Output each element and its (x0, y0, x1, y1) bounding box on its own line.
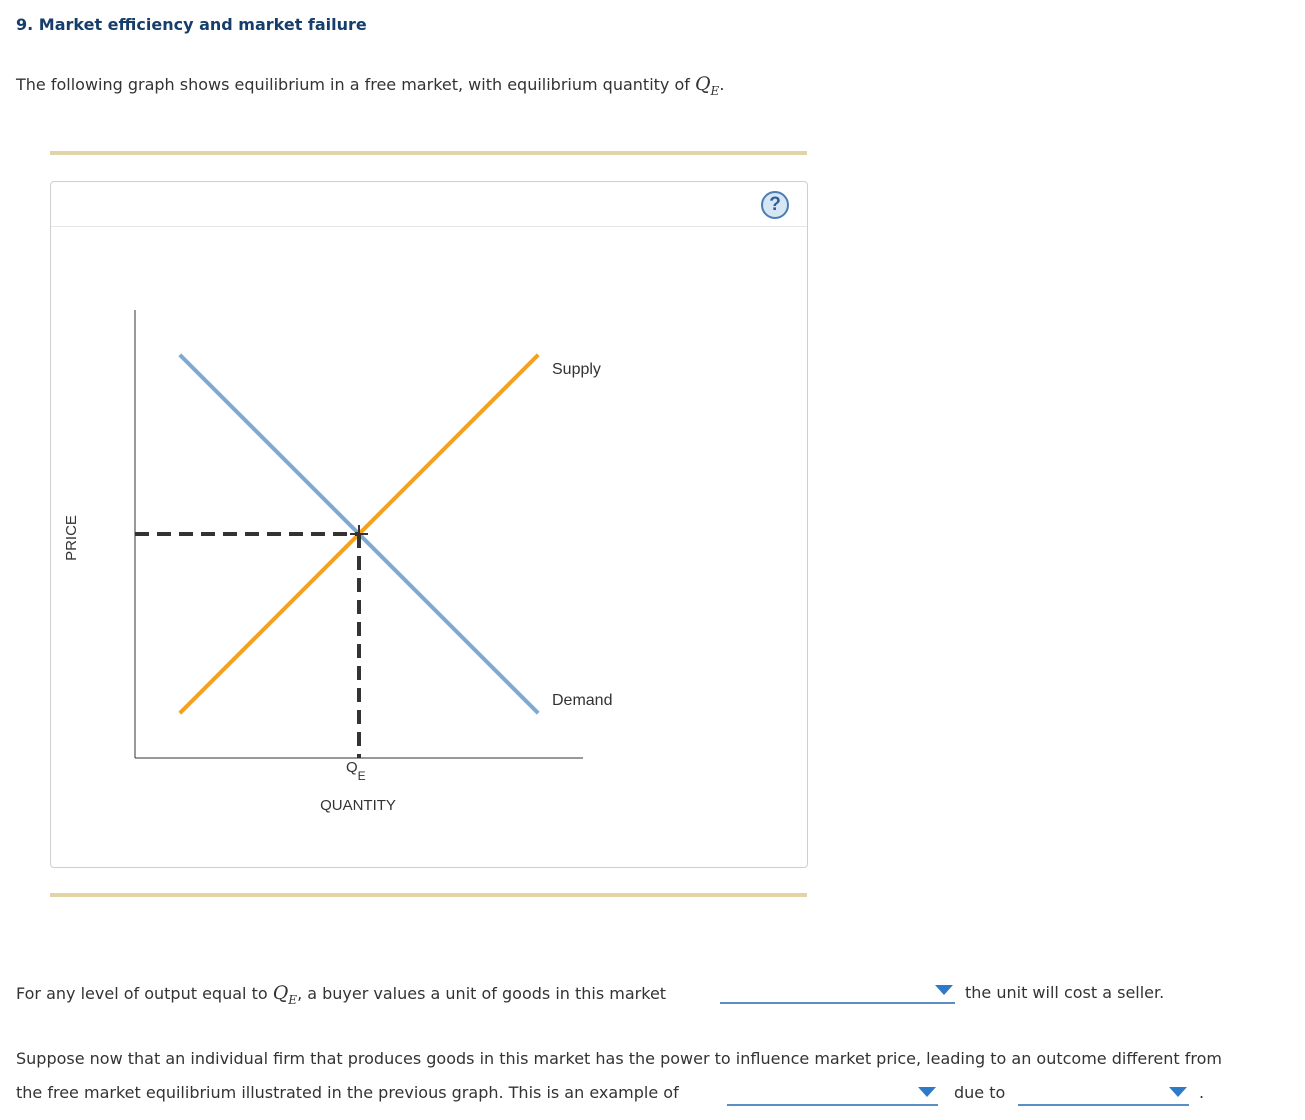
q1-value-dropdown[interactable] (720, 980, 955, 1004)
top-divider (50, 151, 807, 155)
supply-demand-graph (51, 182, 807, 867)
question-title: 9. Market efficiency and market failure (16, 15, 367, 34)
supply-label: Supply (552, 361, 601, 378)
chevron-down-icon (918, 1087, 936, 1097)
q2-market-failure-dropdown[interactable] (727, 1082, 938, 1106)
q2-line1: Suppose now that an individual firm that produces goods in this market has the power to influence market price, leading to an outcome different from (16, 1049, 1223, 1068)
intro-suffix: . (719, 75, 725, 94)
q1-math-var: $Q_E$ (272, 982, 298, 1007)
q1-text: For any level of output equal to $Q_E$, a buyer values a unit of goods in this market (16, 982, 667, 1007)
bottom-divider (50, 893, 807, 897)
y-axis-label: PRICE (63, 515, 80, 561)
intro-text (16, 73, 724, 98)
q1-suffix: the unit will cost a seller. (965, 983, 1165, 1002)
qe-tick-label: $Q_E$ (346, 759, 366, 783)
q2-line2: the free market equilibrium illustrated in the previous graph. This is an example of (16, 1083, 679, 1102)
x-axis-label: QUANTITY (320, 797, 396, 814)
q2-cause-dropdown[interactable] (1018, 1082, 1189, 1106)
q2-end: . (1199, 1083, 1205, 1102)
chevron-down-icon (1169, 1087, 1187, 1097)
demand-label: Demand (552, 692, 613, 709)
graph-panel (50, 181, 808, 868)
q2-due-to: due to (954, 1083, 1006, 1102)
intro-math-var: $Q_E$ (694, 73, 720, 98)
chevron-down-icon (935, 985, 953, 995)
intro-prefix: The following graph shows equilibrium in a free market, with equilibrium quantity of (16, 75, 695, 94)
help-button[interactable]: ? (761, 191, 789, 219)
